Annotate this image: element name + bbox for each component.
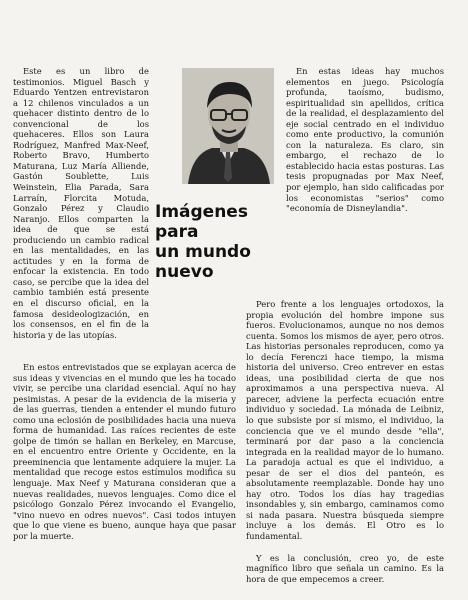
paragraph-evolution: Pero frente a los lenguajes ortodoxos, la propia evolución del hombre impone sus fueros. Evolucionamos, aunque no nos demos cuenta. Somos los mismos de ayer, pero otros. Las historias personales reproducen, como ya lo decía Ferenczi hace tiempo, la misma historia del universo. Creo entrever en estas ideas, una posibilidad cierta de que nos aproximamos a una perspectiva nueva. Al parecer, adviene la perfecta ecuación entre individuo y sociedad. La mónada de Leibniz, lo que subsiste por sí mismo, el individuo, la conciencia que ve el mundo desde "ella", terminará por dar paso a la conciencia integrada en la realidad mayor de lo humano. La paradoja actual es que el individuo, a pesar de ser el dios del panteón, es absolutamente reemplazable. Donde hay uno hay otro. Todos los días hay tragedias insondables y, sin embargo, caminamos como si nada pasara. Nuestra búsqueda siempre incluye a los demás. El Otro es lo fundamental. (246, 299, 444, 542)
article-column-left-top (13, 66, 149, 340)
paragraph-intro: Este es un libro de testimonios. Miguel Basch y Eduardo Yentzen entrevistaron a 12 chilenos vinculados a un quehacer distinto dentro de lo convencional de los quehaceres. Ellos son Laura Rodríguez, Manfred Max-Neef, Roberto Bravo, Humberto Maturana, Luz María Alliende, Gastón Soublette, Luis Weinstein, Elia Parada, Sara Larraín, Florcita Motuda, Gonzalo Pérez y Claudio Naranjo. Ellos comparten la idea de que se está produciendo un cambio radical en las mentalidades, en las actitudes y en la forma de enfocar la existencia. En todo caso, se percibe que la idea del cambio también está presente en el discurso oficial, en la famosa desideologización, en los consensos, en el fin de la historia y de las utopías. (13, 66, 149, 340)
headline-line-1: Imágenes para (155, 202, 248, 242)
headline-line-2: un mundo nuevo (155, 242, 251, 282)
paragraph-conclusion: Y es la conclusión, creo yo, de este magnífico libro que señala un camino. Es la hora de que empecemos a creer. (246, 552, 444, 584)
article-headline (155, 202, 281, 282)
author-portrait-photo (182, 68, 274, 184)
article-column-right-top (286, 66, 444, 214)
paragraph-interviewees: En estos entrevistados que se explayan acerca de sus ideas y vivencias en el mundo que les ha tocado vivir, se percibe una claridad esencial. Aquí no hay pesimistas. A pesar de la evidencia de la miseria y de las guerras, tienden a entender el mundo futuro como una eclosión de posibilidades hacia una nueva forma de humanidad. Las raíces recientes de este golpe de timón se hallan en Berkeley, en Marcuse, en el encuentro entre Oriente y Occidente, en la preeminencia que lentamente adquiere la mujer. La mentalidad que recoge estos estímulos modifica su lenguaje. Max Neef y Maturana consideran que a nuevas realidades, nuevos lenguajes. Como dice el psicólogo Gonzalo Pérez invocando el Evangelio, "vino nuevo en odres nuevos". Casi todos intuyen que lo que viene es bueno, aunque haya que pasar por la muerte. (13, 362, 236, 541)
article-column-right-bottom (246, 299, 444, 584)
portrait-illustration (182, 68, 274, 184)
article-column-left-bottom (13, 362, 236, 541)
paragraph-ideas: En estas ideas hay muchos elementos en juego. Psicología profunda, taoísmo, budismo, espiritualidad sin apellidos, crítica de la realidad, el desplazamiento del eje social centrado en el individuo como ente productivo, la comunión con la naturaleza. Es claro, sin embargo, el rechazo de lo establecido hacia estas posturas. Las tesis propugnadas por Max Neef, por ejemplo, han sido calificadas por los economistas "serios" como "economía de Disneylandia". (286, 66, 444, 214)
